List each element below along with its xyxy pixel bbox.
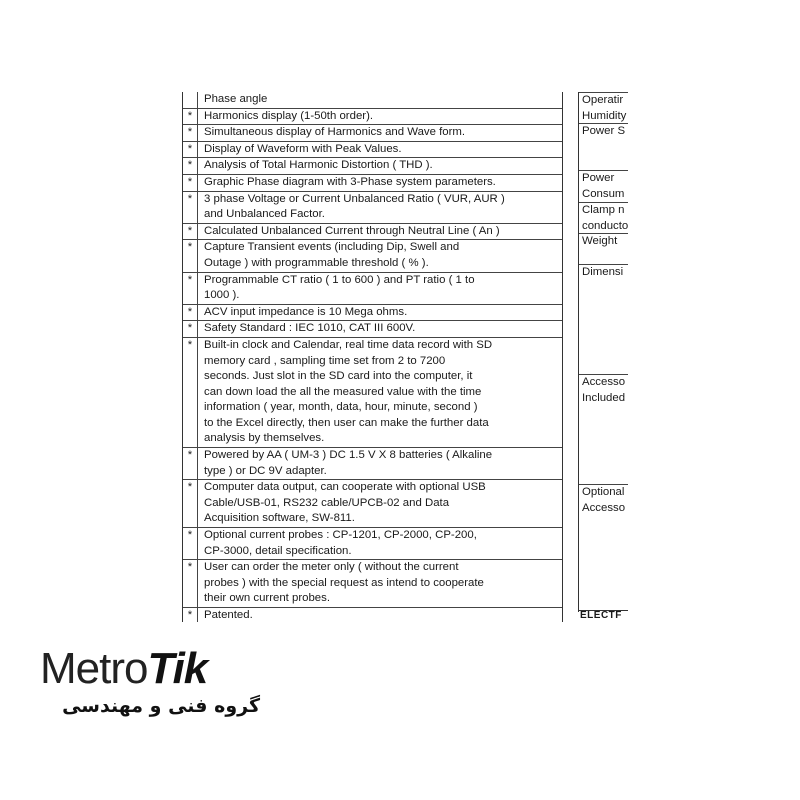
feature-text: Graphic Phase diagram with 3-Phase system parameters.	[198, 174, 563, 191]
feature-text: ACV input impedance is 10 Mega ohms.	[198, 304, 563, 321]
feature-text: Patented.	[198, 608, 563, 623]
feature-text: Safety Standard : IEC 1010, CAT III 600V.	[198, 321, 563, 338]
feature-text: Harmonics display (1-50th order).	[198, 108, 563, 125]
feature-row	[183, 158, 563, 175]
spec-sheet-document	[182, 92, 628, 622]
feature-row	[183, 174, 563, 191]
feature-row	[183, 141, 563, 158]
bullet-marker: *	[183, 608, 198, 623]
specification-column	[578, 92, 628, 612]
bullet-marker: *	[183, 480, 198, 528]
spec-label-weight: Weight	[579, 233, 628, 250]
bullet-marker: *	[183, 125, 198, 142]
feature-text: Capture Transient events (including Dip, Swell and Outage ) with programmable threshold ( % ).	[198, 240, 563, 272]
spec-label-dimension: Dimensi	[579, 264, 628, 281]
bullet-marker: *	[183, 560, 198, 608]
features-table	[182, 92, 563, 622]
bullet-marker: *	[183, 141, 198, 158]
bullet-marker: *	[183, 337, 198, 447]
feature-row	[183, 125, 563, 142]
section-heading: ELECTF	[580, 610, 622, 621]
spec-label-power-consumption: Power Consum	[579, 170, 628, 202]
metrotik-logo	[40, 645, 280, 735]
feature-row	[183, 321, 563, 338]
feature-row	[183, 560, 563, 608]
bullet-marker: *	[183, 321, 198, 338]
feature-text: Computer data output, can cooperate with optional USB Cable/USB-01, RS232 cable/UPCB-02 and Data Acquisition software, SW-811.	[198, 480, 563, 528]
feature-row	[183, 480, 563, 528]
logo-brand-tik: Tik	[147, 644, 208, 693]
spec-label-accessories-included: Accesso Included	[579, 374, 628, 406]
feature-row	[183, 528, 563, 560]
bullet-marker: *	[183, 448, 198, 480]
spec-label-optional-accessories: Optional Accesso	[579, 484, 628, 516]
bullet-marker: *	[183, 158, 198, 175]
feature-text: Analysis of Total Harmonic Distortion ( THD ).	[198, 158, 563, 175]
bullet-marker: *	[183, 223, 198, 240]
feature-row	[183, 240, 563, 272]
feature-text: Programmable CT ratio ( 1 to 600 ) and PT ratio ( 1 to 1000 ).	[198, 272, 563, 304]
feature-text: Powered by AA ( UM-3 ) DC 1.5 V X 8 batteries ( Alkaline type ) or DC 9V adapter.	[198, 448, 563, 480]
bullet-marker	[183, 92, 198, 108]
feature-row	[183, 448, 563, 480]
feature-text: User can order the meter only ( without the current probes ) with the special request as intend to cooperate their own current probes.	[198, 560, 563, 608]
feature-row	[183, 223, 563, 240]
feature-text: 3 phase Voltage or Current Unbalanced Ratio ( VUR, AUR ) and Unbalanced Factor.	[198, 191, 563, 223]
bullet-marker: *	[183, 304, 198, 321]
spec-label-operating-humidity: Operatir Humidity	[579, 92, 628, 124]
bullet-marker: *	[183, 272, 198, 304]
bullet-marker: *	[183, 240, 198, 272]
logo-brand-metro: Metro	[40, 644, 148, 693]
feature-text: Calculated Unbalanced Current through Neutral Line ( An )	[198, 223, 563, 240]
feature-text: Display of Waveform with Peak Values.	[198, 141, 563, 158]
feature-row	[183, 304, 563, 321]
feature-text: Built-in clock and Calendar, real time data record with SD memory card , sampling time set from 2 to 7200 seconds. Just slot in the SD card into the computer, it can down load the all the measured value with the time information ( year, month, data, hour, minute, second ) to the Excel directly, then user can make the further data analysis by themselves.	[198, 337, 563, 447]
feature-text: Phase angle	[198, 92, 563, 108]
feature-row	[183, 337, 563, 447]
bullet-marker: *	[183, 174, 198, 191]
feature-row	[183, 272, 563, 304]
logo-subtitle: گروه فنی و مهندسی	[62, 695, 260, 717]
feature-row	[183, 108, 563, 125]
bullet-marker: *	[183, 528, 198, 560]
bullet-marker: *	[183, 191, 198, 223]
feature-row	[183, 92, 563, 108]
feature-text: Optional current probes : CP-1201, CP-2000, CP-200, CP-3000, detail specification.	[198, 528, 563, 560]
spec-label-power-supply: Power S	[579, 123, 628, 140]
bullet-marker: *	[183, 108, 198, 125]
feature-row	[183, 608, 563, 623]
logo-wordmark	[40, 645, 207, 693]
feature-text: Simultaneous display of Harmonics and Wave form.	[198, 125, 563, 142]
spec-label-clamp-conductor: Clamp n conducto	[579, 202, 628, 234]
feature-row	[183, 191, 563, 223]
